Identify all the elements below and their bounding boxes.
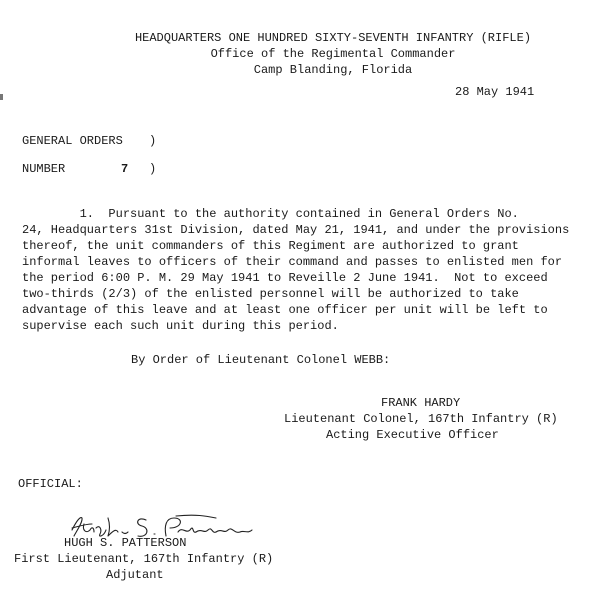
letterhead-line-3: Camp Blanding, Florida xyxy=(253,63,413,77)
paragraph-line: supervise each such unit during this period. xyxy=(22,319,339,333)
letterhead-line-2: Office of the Regimental Commander xyxy=(210,47,456,61)
general-orders-label: GENERAL ORDERS xyxy=(22,134,123,148)
paragraph-line: the period 6:00 P. M. 29 May 1941 to Reveille 2 June 1941. Not to exceed xyxy=(22,271,548,285)
official-label: OFFICIAL: xyxy=(18,477,83,491)
paragraph-line: two-thirds (2/3) of the enlisted personnel will be authorized to take xyxy=(22,287,519,301)
official-title: First Lieutenant, 167th Infantry (R) xyxy=(14,552,274,566)
number-paren: ) xyxy=(149,162,157,176)
number-label: NUMBER xyxy=(22,162,66,176)
paragraph-line: informal leaves to officers of their command and passes to enlisted men for xyxy=(22,255,563,269)
official-role: Adjutant xyxy=(106,568,164,582)
order-paragraph xyxy=(22,206,587,334)
paragraph-line: 1. Pursuant to the authority contained in General Orders No. xyxy=(22,207,519,221)
letterhead-line-1: HEADQUARTERS ONE HUNDRED SIXTY-SEVENTH INFANTRY (RIFLE) xyxy=(134,31,532,45)
signatory-role: Acting Executive Officer xyxy=(326,428,499,442)
paragraph-line: thereof, the unit commanders of this Regiment are authorized to grant xyxy=(22,239,519,253)
order-number: 7 xyxy=(121,162,129,176)
signatory-title: Lieutenant Colonel, 167th Infantry (R) xyxy=(284,412,558,426)
general-orders-paren: ) xyxy=(149,134,157,148)
official-name: HUGH S. PATTERSON xyxy=(64,536,187,550)
signatory-name: FRANK HARDY xyxy=(381,396,461,410)
by-order-line: By Order of Lieutenant Colonel WEBB: xyxy=(131,353,391,367)
stray-mark xyxy=(0,94,3,100)
paragraph-line: 24, Headquarters 31st Division, dated May 21, 1941, and under the provisions xyxy=(22,223,570,237)
document-date: 28 May 1941 xyxy=(455,85,535,99)
paragraph-line: advantage of this leave and at least one officer per unit will be left to xyxy=(22,303,548,317)
letterhead xyxy=(128,30,538,78)
